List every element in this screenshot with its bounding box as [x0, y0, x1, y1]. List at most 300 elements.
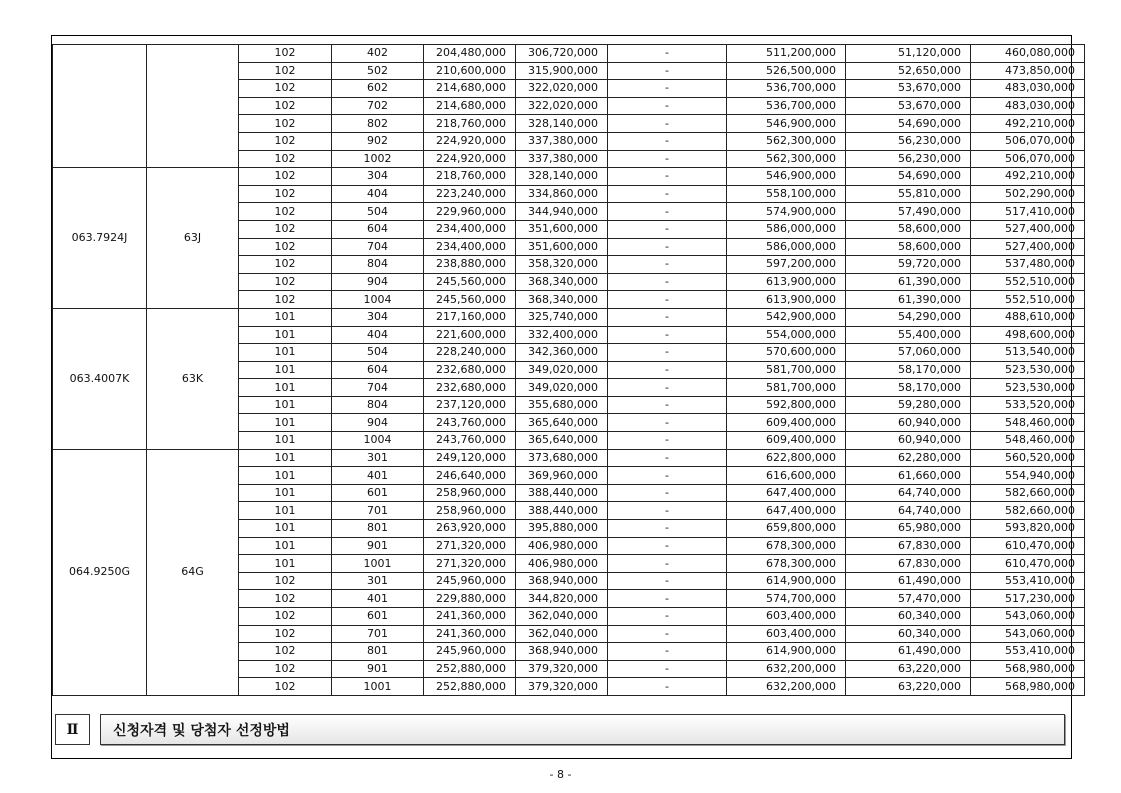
- cell-building-price: 351,600,000: [516, 220, 608, 238]
- cell-land-price: 245,960,000: [424, 643, 516, 661]
- cell-balance: 492,210,000: [971, 168, 1085, 186]
- cell-land-price: 245,560,000: [424, 291, 516, 309]
- cell-vat: -: [608, 396, 727, 414]
- cell-ho: 401: [332, 590, 424, 608]
- cell-land-price: 214,680,000: [424, 97, 516, 115]
- cell-ho: 1002: [332, 150, 424, 168]
- cell-ho: 901: [332, 660, 424, 678]
- cell-total: 562,300,000: [727, 132, 846, 150]
- cell-down-payment: 57,470,000: [846, 590, 971, 608]
- cell-vat: -: [608, 291, 727, 309]
- table-row: [53, 168, 1085, 186]
- cell-ho: 601: [332, 608, 424, 626]
- cell-building-price: 351,600,000: [516, 238, 608, 256]
- cell-down-payment: 60,940,000: [846, 414, 971, 432]
- cell-total: 562,300,000: [727, 150, 846, 168]
- cell-balance: 543,060,000: [971, 625, 1085, 643]
- cell-ho: 902: [332, 132, 424, 150]
- cell-dong: 102: [239, 256, 332, 274]
- cell-balance: 527,400,000: [971, 238, 1085, 256]
- cell-down-payment: 61,390,000: [846, 273, 971, 291]
- cell-vat: -: [608, 625, 727, 643]
- cell-balance: 552,510,000: [971, 291, 1085, 309]
- cell-ho: 1001: [332, 555, 424, 573]
- cell-down-payment: 53,670,000: [846, 80, 971, 98]
- cell-land-price: 258,960,000: [424, 502, 516, 520]
- cell-balance: 483,030,000: [971, 80, 1085, 98]
- cell-ho: 602: [332, 80, 424, 98]
- cell-total: 614,900,000: [727, 643, 846, 661]
- cell-vat: -: [608, 379, 727, 397]
- cell-vat: -: [608, 502, 727, 520]
- cell-building-price: 395,880,000: [516, 520, 608, 538]
- cell-land-price: 271,320,000: [424, 537, 516, 555]
- cell-building-price: 365,640,000: [516, 414, 608, 432]
- cell-balance: 523,530,000: [971, 361, 1085, 379]
- cell-dong: 101: [239, 326, 332, 344]
- cell-dong: 102: [239, 150, 332, 168]
- cell-dong: 101: [239, 396, 332, 414]
- cell-building-price: 325,740,000: [516, 308, 608, 326]
- cell-balance: 582,660,000: [971, 484, 1085, 502]
- cell-dong: 101: [239, 361, 332, 379]
- cell-dong: 101: [239, 379, 332, 397]
- cell-land-price: 246,640,000: [424, 467, 516, 485]
- cell-dong: 102: [239, 203, 332, 221]
- cell-total: 570,600,000: [727, 344, 846, 362]
- cell-vat: -: [608, 537, 727, 555]
- cell-vat: -: [608, 203, 727, 221]
- cell-building-price: 379,320,000: [516, 678, 608, 696]
- cell-total: 632,200,000: [727, 660, 846, 678]
- cell-ho: 504: [332, 344, 424, 362]
- cell-balance: 492,210,000: [971, 115, 1085, 133]
- cell-down-payment: 55,810,000: [846, 185, 971, 203]
- group-code-cell: 063.7924J: [53, 168, 147, 309]
- cell-down-payment: 51,120,000: [846, 45, 971, 63]
- cell-building-price: 368,940,000: [516, 572, 608, 590]
- cell-down-payment: 64,740,000: [846, 484, 971, 502]
- cell-ho: 804: [332, 396, 424, 414]
- cell-land-price: 263,920,000: [424, 520, 516, 538]
- cell-down-payment: 61,490,000: [846, 572, 971, 590]
- cell-total: 603,400,000: [727, 625, 846, 643]
- cell-building-price: 362,040,000: [516, 625, 608, 643]
- cell-down-payment: 56,230,000: [846, 150, 971, 168]
- cell-land-price: 241,360,000: [424, 625, 516, 643]
- cell-building-price: 322,020,000: [516, 80, 608, 98]
- cell-dong: 102: [239, 678, 332, 696]
- cell-dong: 102: [239, 273, 332, 291]
- cell-land-price: 224,920,000: [424, 150, 516, 168]
- cell-vat: -: [608, 414, 727, 432]
- cell-total: 536,700,000: [727, 97, 846, 115]
- cell-land-price: 245,560,000: [424, 273, 516, 291]
- cell-balance: 506,070,000: [971, 150, 1085, 168]
- cell-dong: 102: [239, 291, 332, 309]
- cell-balance: 568,980,000: [971, 678, 1085, 696]
- cell-balance: 543,060,000: [971, 608, 1085, 626]
- cell-land-price: 232,680,000: [424, 379, 516, 397]
- cell-total: 536,700,000: [727, 80, 846, 98]
- cell-dong: 102: [239, 80, 332, 98]
- cell-building-price: 332,400,000: [516, 326, 608, 344]
- cell-building-price: 358,320,000: [516, 256, 608, 274]
- cell-ho: 1001: [332, 678, 424, 696]
- cell-down-payment: 54,690,000: [846, 168, 971, 186]
- cell-land-price: 218,760,000: [424, 168, 516, 186]
- cell-land-price: 234,400,000: [424, 220, 516, 238]
- cell-balance: 517,230,000: [971, 590, 1085, 608]
- cell-dong: 102: [239, 643, 332, 661]
- cell-building-price: 379,320,000: [516, 660, 608, 678]
- cell-total: 647,400,000: [727, 502, 846, 520]
- cell-ho: 304: [332, 168, 424, 186]
- cell-balance: 548,460,000: [971, 414, 1085, 432]
- cell-down-payment: 63,220,000: [846, 678, 971, 696]
- cell-balance: 527,400,000: [971, 220, 1085, 238]
- cell-building-price: 328,140,000: [516, 168, 608, 186]
- cell-balance: 553,410,000: [971, 643, 1085, 661]
- cell-ho: 702: [332, 97, 424, 115]
- cell-ho: 804: [332, 256, 424, 274]
- cell-total: 609,400,000: [727, 432, 846, 450]
- group-code-cell: [53, 45, 147, 168]
- cell-vat: -: [608, 590, 727, 608]
- cell-building-price: 406,980,000: [516, 555, 608, 573]
- cell-down-payment: 57,490,000: [846, 203, 971, 221]
- cell-down-payment: 54,690,000: [846, 115, 971, 133]
- cell-land-price: 237,120,000: [424, 396, 516, 414]
- cell-vat: -: [608, 449, 727, 467]
- cell-building-price: 368,940,000: [516, 643, 608, 661]
- cell-vat: -: [608, 572, 727, 590]
- cell-land-price: 228,240,000: [424, 344, 516, 362]
- cell-ho: 1004: [332, 432, 424, 450]
- cell-vat: -: [608, 256, 727, 274]
- cell-land-price: 241,360,000: [424, 608, 516, 626]
- cell-dong: 102: [239, 590, 332, 608]
- cell-total: 546,900,000: [727, 168, 846, 186]
- cell-building-price: 344,940,000: [516, 203, 608, 221]
- cell-total: 581,700,000: [727, 361, 846, 379]
- cell-balance: 610,470,000: [971, 555, 1085, 573]
- cell-building-price: 365,640,000: [516, 432, 608, 450]
- cell-vat: -: [608, 361, 727, 379]
- cell-down-payment: 56,230,000: [846, 132, 971, 150]
- cell-building-price: 349,020,000: [516, 379, 608, 397]
- cell-balance: 593,820,000: [971, 520, 1085, 538]
- cell-balance: 568,980,000: [971, 660, 1085, 678]
- cell-vat: -: [608, 344, 727, 362]
- cell-dong: 102: [239, 97, 332, 115]
- cell-building-price: 368,340,000: [516, 291, 608, 309]
- cell-down-payment: 65,980,000: [846, 520, 971, 538]
- cell-ho: 801: [332, 643, 424, 661]
- cell-down-payment: 59,280,000: [846, 396, 971, 414]
- cell-balance: 548,460,000: [971, 432, 1085, 450]
- cell-down-payment: 60,340,000: [846, 625, 971, 643]
- cell-land-price: 232,680,000: [424, 361, 516, 379]
- cell-vat: -: [608, 97, 727, 115]
- cell-ho: 901: [332, 537, 424, 555]
- cell-balance: 483,030,000: [971, 97, 1085, 115]
- cell-land-price: 249,120,000: [424, 449, 516, 467]
- cell-land-price: 217,160,000: [424, 308, 516, 326]
- cell-down-payment: 61,390,000: [846, 291, 971, 309]
- page-number: - 8 -: [549, 768, 572, 781]
- cell-building-price: 315,900,000: [516, 62, 608, 80]
- price-table-body: [53, 45, 1085, 696]
- cell-balance: 517,410,000: [971, 203, 1085, 221]
- cell-total: 632,200,000: [727, 678, 846, 696]
- cell-down-payment: 58,170,000: [846, 361, 971, 379]
- group-type-cell: [147, 45, 239, 168]
- cell-balance: 552,510,000: [971, 273, 1085, 291]
- cell-building-price: 406,980,000: [516, 537, 608, 555]
- cell-total: 581,700,000: [727, 379, 846, 397]
- cell-balance: 533,520,000: [971, 396, 1085, 414]
- cell-dong: 102: [239, 185, 332, 203]
- cell-vat: -: [608, 220, 727, 238]
- cell-land-price: 221,600,000: [424, 326, 516, 344]
- cell-vat: -: [608, 238, 727, 256]
- cell-balance: 460,080,000: [971, 45, 1085, 63]
- cell-total: 558,100,000: [727, 185, 846, 203]
- cell-total: 586,000,000: [727, 220, 846, 238]
- cell-land-price: 252,880,000: [424, 678, 516, 696]
- cell-ho: 801: [332, 520, 424, 538]
- cell-balance: 582,660,000: [971, 502, 1085, 520]
- cell-dong: 101: [239, 502, 332, 520]
- cell-total: 622,800,000: [727, 449, 846, 467]
- group-code-cell: 064.9250G: [53, 449, 147, 695]
- cell-land-price: 229,960,000: [424, 203, 516, 221]
- cell-land-price: 224,920,000: [424, 132, 516, 150]
- cell-building-price: 337,380,000: [516, 150, 608, 168]
- cell-down-payment: 59,720,000: [846, 256, 971, 274]
- cell-vat: -: [608, 132, 727, 150]
- cell-balance: 523,530,000: [971, 379, 1085, 397]
- cell-total: 659,800,000: [727, 520, 846, 538]
- cell-ho: 502: [332, 62, 424, 80]
- cell-building-price: 337,380,000: [516, 132, 608, 150]
- cell-dong: 102: [239, 168, 332, 186]
- cell-dong: 102: [239, 625, 332, 643]
- cell-ho: 701: [332, 625, 424, 643]
- group-type-cell: 63J: [147, 168, 239, 309]
- cell-building-price: 328,140,000: [516, 115, 608, 133]
- cell-land-price: 258,960,000: [424, 484, 516, 502]
- cell-ho: 601: [332, 484, 424, 502]
- cell-total: 586,000,000: [727, 238, 846, 256]
- cell-building-price: 355,680,000: [516, 396, 608, 414]
- cell-down-payment: 61,490,000: [846, 643, 971, 661]
- cell-ho: 704: [332, 379, 424, 397]
- cell-dong: 102: [239, 115, 332, 133]
- cell-down-payment: 58,600,000: [846, 220, 971, 238]
- cell-balance: 554,940,000: [971, 467, 1085, 485]
- cell-total: 613,900,000: [727, 291, 846, 309]
- cell-ho: 604: [332, 220, 424, 238]
- cell-vat: -: [608, 467, 727, 485]
- cell-total: 542,900,000: [727, 308, 846, 326]
- cell-dong: 102: [239, 45, 332, 63]
- cell-total: 616,600,000: [727, 467, 846, 485]
- cell-dong: 101: [239, 484, 332, 502]
- cell-vat: -: [608, 150, 727, 168]
- price-table: [52, 44, 1085, 696]
- cell-vat: -: [608, 326, 727, 344]
- cell-vat: -: [608, 185, 727, 203]
- cell-vat: -: [608, 643, 727, 661]
- cell-dong: 101: [239, 555, 332, 573]
- cell-dong: 102: [239, 220, 332, 238]
- cell-balance: 610,470,000: [971, 537, 1085, 555]
- cell-land-price: 243,760,000: [424, 432, 516, 450]
- cell-total: 574,700,000: [727, 590, 846, 608]
- cell-total: 597,200,000: [727, 256, 846, 274]
- group-type-cell: 64G: [147, 449, 239, 695]
- section-title: 신청자격 및 당첨자 선정방법: [100, 714, 1065, 745]
- cell-total: 647,400,000: [727, 484, 846, 502]
- cell-total: 554,000,000: [727, 326, 846, 344]
- cell-vat: -: [608, 520, 727, 538]
- cell-ho: 1004: [332, 291, 424, 309]
- cell-ho: 404: [332, 185, 424, 203]
- cell-building-price: 388,440,000: [516, 484, 608, 502]
- cell-balance: 498,600,000: [971, 326, 1085, 344]
- cell-down-payment: 60,340,000: [846, 608, 971, 626]
- cell-down-payment: 61,660,000: [846, 467, 971, 485]
- cell-ho: 301: [332, 572, 424, 590]
- cell-land-price: 229,880,000: [424, 590, 516, 608]
- cell-vat: -: [608, 608, 727, 626]
- cell-ho: 404: [332, 326, 424, 344]
- cell-vat: -: [608, 168, 727, 186]
- cell-land-price: 218,760,000: [424, 115, 516, 133]
- cell-dong: 101: [239, 520, 332, 538]
- cell-building-price: 344,820,000: [516, 590, 608, 608]
- cell-dong: 102: [239, 238, 332, 256]
- cell-down-payment: 54,290,000: [846, 308, 971, 326]
- cell-ho: 904: [332, 273, 424, 291]
- cell-ho: 304: [332, 308, 424, 326]
- cell-ho: 401: [332, 467, 424, 485]
- table-row: [53, 45, 1085, 63]
- cell-vat: -: [608, 115, 727, 133]
- cell-building-price: 362,040,000: [516, 608, 608, 626]
- cell-down-payment: 57,060,000: [846, 344, 971, 362]
- cell-building-price: 388,440,000: [516, 502, 608, 520]
- cell-total: 614,900,000: [727, 572, 846, 590]
- cell-ho: 604: [332, 361, 424, 379]
- cell-dong: 102: [239, 608, 332, 626]
- cell-building-price: 306,720,000: [516, 45, 608, 63]
- cell-total: 609,400,000: [727, 414, 846, 432]
- cell-total: 613,900,000: [727, 273, 846, 291]
- cell-total: 678,300,000: [727, 537, 846, 555]
- cell-land-price: 238,880,000: [424, 256, 516, 274]
- cell-down-payment: 53,670,000: [846, 97, 971, 115]
- cell-dong: 102: [239, 132, 332, 150]
- cell-dong: 102: [239, 572, 332, 590]
- cell-balance: 488,610,000: [971, 308, 1085, 326]
- cell-dong: 101: [239, 467, 332, 485]
- cell-dong: 101: [239, 537, 332, 555]
- cell-building-price: 369,960,000: [516, 467, 608, 485]
- cell-down-payment: 58,170,000: [846, 379, 971, 397]
- cell-ho: 704: [332, 238, 424, 256]
- cell-dong: 101: [239, 344, 332, 362]
- cell-building-price: 373,680,000: [516, 449, 608, 467]
- cell-building-price: 368,340,000: [516, 273, 608, 291]
- cell-total: 526,500,000: [727, 62, 846, 80]
- cell-vat: -: [608, 555, 727, 573]
- cell-dong: 102: [239, 62, 332, 80]
- group-type-cell: 63K: [147, 308, 239, 449]
- cell-balance: 502,290,000: [971, 185, 1085, 203]
- cell-down-payment: 60,940,000: [846, 432, 971, 450]
- cell-building-price: 322,020,000: [516, 97, 608, 115]
- cell-vat: -: [608, 80, 727, 98]
- cell-ho: 402: [332, 45, 424, 63]
- cell-down-payment: 64,740,000: [846, 502, 971, 520]
- cell-balance: 473,850,000: [971, 62, 1085, 80]
- cell-balance: 553,410,000: [971, 572, 1085, 590]
- cell-land-price: 245,960,000: [424, 572, 516, 590]
- cell-down-payment: 63,220,000: [846, 660, 971, 678]
- cell-vat: -: [608, 678, 727, 696]
- cell-land-price: 210,600,000: [424, 62, 516, 80]
- cell-ho: 701: [332, 502, 424, 520]
- cell-total: 546,900,000: [727, 115, 846, 133]
- cell-down-payment: 67,830,000: [846, 537, 971, 555]
- cell-vat: -: [608, 45, 727, 63]
- cell-balance: 560,520,000: [971, 449, 1085, 467]
- cell-land-price: 271,320,000: [424, 555, 516, 573]
- cell-vat: -: [608, 273, 727, 291]
- group-code-cell: 063.4007K: [53, 308, 147, 449]
- cell-vat: -: [608, 432, 727, 450]
- table-row: [53, 308, 1085, 326]
- cell-total: 592,800,000: [727, 396, 846, 414]
- cell-balance: 506,070,000: [971, 132, 1085, 150]
- cell-down-payment: 62,280,000: [846, 449, 971, 467]
- cell-land-price: 243,760,000: [424, 414, 516, 432]
- cell-dong: 101: [239, 414, 332, 432]
- cell-vat: -: [608, 308, 727, 326]
- cell-building-price: 334,860,000: [516, 185, 608, 203]
- cell-ho: 802: [332, 115, 424, 133]
- cell-ho: 301: [332, 449, 424, 467]
- cell-ho: 904: [332, 414, 424, 432]
- cell-land-price: 252,880,000: [424, 660, 516, 678]
- cell-dong: 101: [239, 449, 332, 467]
- cell-vat: -: [608, 484, 727, 502]
- section-number: Ⅱ: [55, 714, 90, 745]
- cell-dong: 102: [239, 660, 332, 678]
- cell-down-payment: 58,600,000: [846, 238, 971, 256]
- cell-total: 678,300,000: [727, 555, 846, 573]
- cell-total: 511,200,000: [727, 45, 846, 63]
- section-header: [55, 714, 1065, 746]
- cell-land-price: 214,680,000: [424, 80, 516, 98]
- cell-vat: -: [608, 660, 727, 678]
- cell-dong: 101: [239, 432, 332, 450]
- cell-building-price: 342,360,000: [516, 344, 608, 362]
- cell-vat: -: [608, 62, 727, 80]
